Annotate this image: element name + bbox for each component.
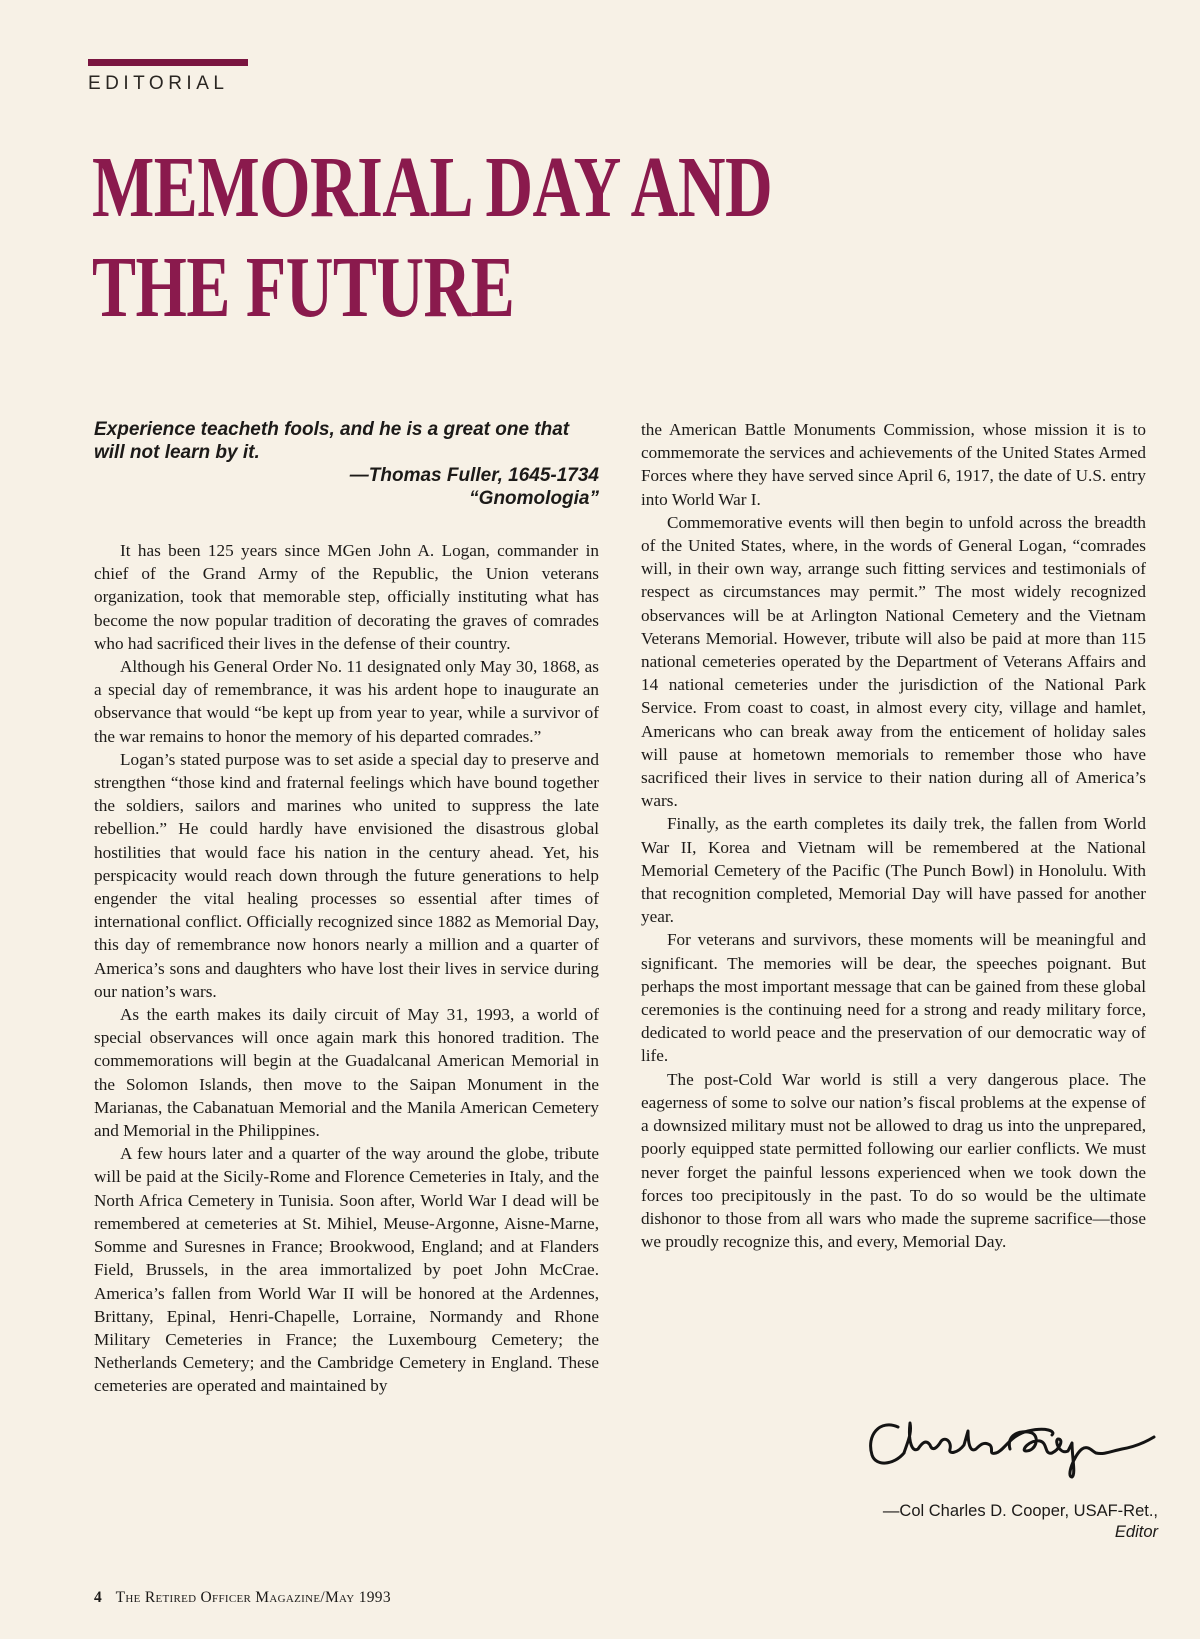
signature-name: —Col Charles D. Cooper, USAF-Ret.,	[882, 1502, 1158, 1520]
headline-line-2: THE FUTURE	[92, 239, 515, 336]
epigraph-attribution	[94, 464, 599, 510]
left-column	[94, 418, 599, 1398]
paragraph: As the earth makes its daily circuit of May 31, 1993, a world of special observances will once again mark this honored tradition. The commemorations will begin at the Guadalcanal American Memorial in the Solomon Islands, then move to the Saipan Monument in the Marianas, the Cabanatuan Memorial and the Manila American Cemetery and Memorial in the Philippines.	[94, 1005, 599, 1141]
left-body-text	[94, 539, 599, 1398]
page-number: 4	[94, 1589, 102, 1606]
paragraph: A few hours later and a quarter of the way around the globe, tribute will be paid at the Sicily-Rome and Florence Cemeteries in Italy, and the North Africa Cemetery in Tunisia. Soon after, World War I dead will be remembered at cemeteries at St. Mihiel, Meuse-Argonne, Aisne-Marne, Somme and Suresnes in France; Brookwood, England; and at Flanders Field, Brussels, in the area immortalized by poet John McCrae. America’s fallen from World War II will be honored at the Ardennes, Brittany, Epinal, Henri-Chapelle, Lorraine, Normandy and Rhone Military Cemeteries in France; the Luxembourg Cemetery; the Netherlands Cemetery; and the Cambridge Cemetery in England. These cemeteries are operated and maintained by	[94, 1144, 599, 1396]
paragraph: Although his General Order No. 11 designated only May 30, 1868, as a special day of remembrance, it was his ardent hope to inaugurate an observance that would “be kept up from year to year, while a survivor of the war remains to honor the memory of his departed comrades.”	[94, 657, 599, 746]
page-footer	[94, 1589, 391, 1607]
right-column	[641, 418, 1146, 1253]
section-rule	[88, 59, 248, 66]
epigraph-author: —Thomas Fuller, 1645-1734	[349, 465, 599, 486]
paragraph: Logan’s stated purpose was to set aside a special day to preserve and strengthen “those kind and fraternal feelings which have bound together the soldiers, sailors and marines who united to suppress the late rebellion.” He could hardly have envisioned the disastrous global hostilities that would face his nation in the century ahead. Yet, his perspicacity would reach down through the future generations to help engender the vital healing processes so essential after times of international conflict. Officially recognized since 1882 as Memorial Day, this day of remembrance now honors nearly a million and a quarter of America’s sons and daughters who have lost their lives in service during our nation’s wars.	[94, 749, 599, 1001]
paragraph: It has been 125 years since MGen John A. Logan, commander in chief of the Grand Army of the Republic, the Union veterans organization, took that memorable step, officially instituting what has become the now popular tradition of decorating the graves of comrades who had sacrificed their lives in the defense of their country.	[94, 541, 599, 653]
epigraph-source: “Gnomologia”	[469, 488, 599, 509]
handwritten-signature	[860, 1405, 1160, 1480]
section-label: EDITORIAL	[88, 73, 229, 94]
article-headline	[92, 138, 852, 339]
headline-line-1: MEMORIAL DAY AND	[92, 139, 773, 236]
publication-name: The Retired Officer Magazine/May 1993	[115, 1589, 391, 1606]
epigraph-quote: Experience teacheth fools, and he is a great one that will not learn by it.	[94, 419, 570, 463]
signature-title: Editor	[1114, 1523, 1158, 1541]
paragraph: The post-Cold War world is still a very dangerous place. The eagerness of some to solve our nation’s fiscal problems at the expense of a downsized military must not be allowed to drag us into the unprepared, poorly equipped state permitted following our earlier conflicts. We must never forget the painful lessons experienced when we took down the forces too precipitously in the past. To do so would be the ultimate dishonor to those from all wars who made the supreme sacrifice—those we proudly recognize this, and every, Memorial Day.	[641, 1069, 1146, 1252]
paragraph: Commemorative events will then begin to unfold across the breadth of the United States, where, in the words of General Logan, “comrades will, in their own way, arrange such fitting services and testimonials of respect as circumstances may permit.” The most widely recognized observances will be at Arlington National Cemetery and the Vietnam Veterans Memorial. However, tribute will also be paid at more than 115 national cemeteries operated by the Department of Veterans Affairs and 14 national cemeteries under the jurisdiction of the National Park Service. From coast to coast, in almost every city, village and hamlet, Americans who can break away from the enticement of holiday sales will pause at hometown memorials to remember those who have sacrificed their lives in service to their nation during all of America’s wars.	[641, 512, 1146, 811]
paragraph: Finally, as the earth completes its daily trek, the fallen from World War II, Korea and Vietnam will be remembered at the National Memorial Cemetery of the Pacific (The Punch Bowl) in Honolulu. With that recognition completed, Memorial Day will have passed for another year.	[641, 814, 1146, 927]
paragraph: For veterans and survivors, these moments will be meaningful and significant. The memories will be dear, the speeches poignant. But perhaps the most important message that can be gained from these global ceremonies is the continuing need for a strong and ready military force, dedicated to world peace and the preservation of our democratic way of life.	[641, 930, 1146, 1066]
right-body-text	[641, 418, 1146, 1253]
paragraph: the American Battle Monuments Commission, whose mission it is to commemorate the services and achievements of the United States Armed Forces where they have served since April 6, 1917, the date of U.S. entry into World War I.	[641, 420, 1146, 509]
